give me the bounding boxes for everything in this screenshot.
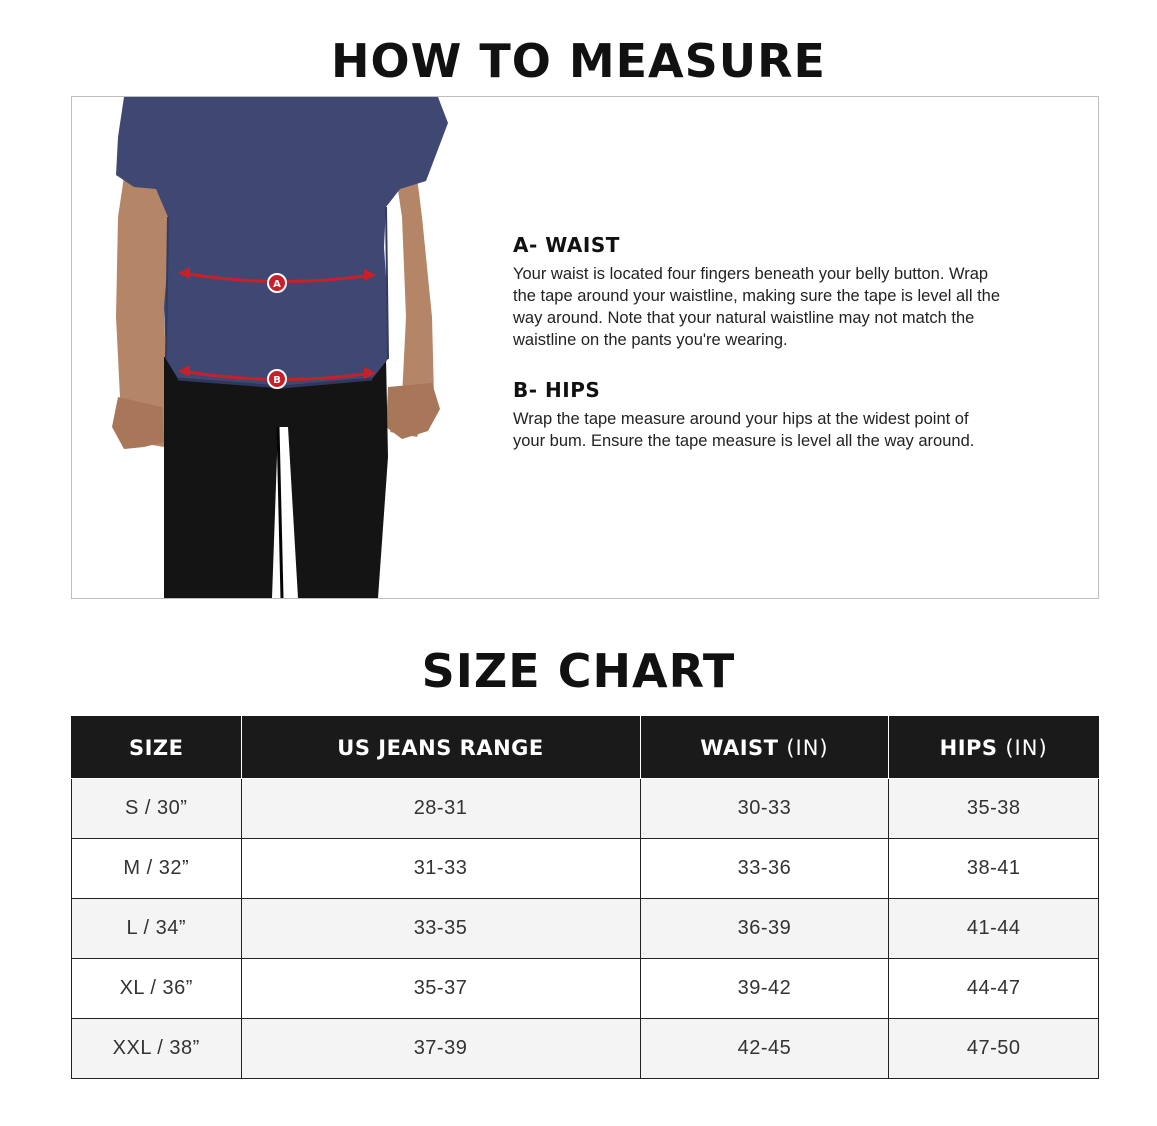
table-row: [72, 899, 1099, 959]
hips-heading: B- HIPS: [513, 378, 601, 402]
waist-cell: 42-45: [640, 1019, 889, 1079]
header-us-jeans-range: US JEANS RANGE: [241, 717, 640, 779]
table-row: [72, 839, 1099, 899]
size-chart-title: SIZE CHART: [421, 644, 736, 698]
waist-heading: A- WAIST: [513, 233, 620, 257]
waist-cell: 30-33: [640, 779, 889, 839]
pants: [164, 357, 388, 598]
waist-cell: 36-39: [640, 899, 889, 959]
table-row: [72, 959, 1099, 1019]
right-hand: [386, 383, 440, 439]
jeans-range-cell: 35-37: [241, 959, 640, 1019]
how-to-measure-title: HOW TO MEASURE: [331, 34, 826, 88]
header-waist: WAIST (IN): [640, 717, 889, 779]
hips-cell: 38-41: [889, 839, 1099, 899]
waist-marker-label: A: [273, 279, 281, 290]
size-chart-table: [71, 716, 1099, 1079]
waist-cell: 39-42: [640, 959, 889, 1019]
waist-description: Your waist is located four fingers beneath your belly button. Wrap the tape around your waistline, making sure the tape is level all the way around. Note that your natural waistline may not match the waistline on the pants you're wearing.: [513, 265, 1001, 349]
size-cell: S / 30”: [72, 779, 242, 839]
jeans-range-cell: 37-39: [241, 1019, 640, 1079]
jeans-range-cell: 33-35: [241, 899, 640, 959]
header-size: SIZE: [72, 717, 242, 779]
hips-marker-label: B: [273, 375, 281, 386]
waist-cell: 33-36: [640, 839, 889, 899]
hips-cell: 35-38: [889, 779, 1099, 839]
size-cell: M / 32”: [72, 839, 242, 899]
hips-cell: 41-44: [889, 899, 1099, 959]
hips-description: Wrap the tape measure around your hips at the widest point of your bum. Ensure the tape measure is level all the way around.: [513, 410, 975, 450]
table-row: [72, 779, 1099, 839]
jeans-range-cell: 31-33: [241, 839, 640, 899]
hips-cell: 44-47: [889, 959, 1099, 1019]
how-to-measure-panel: [71, 96, 1099, 599]
jeans-range-cell: 28-31: [241, 779, 640, 839]
size-cell: L / 34”: [72, 899, 242, 959]
size-cell: XL / 36”: [72, 959, 242, 1019]
size-cell: XXL / 38”: [72, 1019, 242, 1079]
header-row: [72, 717, 1099, 779]
hips-cell: 47-50: [889, 1019, 1099, 1079]
waist-section: [513, 233, 1003, 351]
model-photo: [72, 97, 492, 598]
hips-section: [513, 378, 1003, 452]
header-hips: HIPS (IN): [889, 717, 1099, 779]
table-row: [72, 1019, 1099, 1079]
